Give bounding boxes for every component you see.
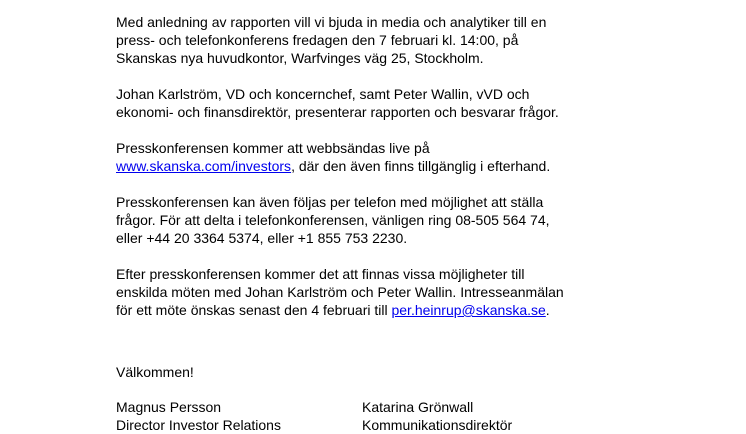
signature-left bbox=[116, 398, 281, 434]
paragraph-line: press- och telefonkonferens fredagen den 7 februari kl. 14:00, på bbox=[116, 32, 519, 48]
email-link[interactable]: per.heinrup@skanska.se bbox=[391, 302, 546, 318]
investors-link[interactable]: www.skanska.com/investors bbox=[116, 158, 292, 174]
paragraph-telephone bbox=[116, 193, 716, 247]
paragraph-line: Med anledning av rapporten vill vi bjuda in media och analytiker till en bbox=[116, 14, 547, 30]
paragraph-line: Presskonferensen kommer att webbsändas live på bbox=[116, 140, 430, 156]
paragraph-text: . bbox=[545, 302, 550, 318]
signature-name: Magnus Persson bbox=[116, 399, 222, 415]
signature-right bbox=[362, 398, 512, 434]
paragraph-presenters bbox=[116, 85, 716, 121]
paragraph-line bbox=[116, 157, 716, 175]
signature-title: Kommunikationsdirektör bbox=[362, 417, 513, 433]
paragraph-text: för ett möte önskas senast den 4 februari till bbox=[116, 302, 392, 318]
paragraph-meetings bbox=[116, 265, 716, 319]
paragraph-line: Johan Karlström, VD och koncernchef, samt Peter Wallin, vVD och bbox=[116, 86, 530, 102]
signature-title: Director Investor Relations bbox=[116, 417, 281, 433]
document-body bbox=[116, 13, 716, 337]
signature-name: Katarina Grönwall bbox=[362, 399, 474, 415]
paragraph-line: eller +44 20 3364 5374, eller +1 855 753 2230. bbox=[116, 230, 408, 246]
paragraph-line: Presskonferensen kan även följas per telefon med möjlighet att ställa bbox=[116, 194, 544, 210]
paragraph-line: ekonomi- och finansdirektör, presenterar rapporten och besvarar frågor. bbox=[116, 104, 559, 120]
paragraph-webcast bbox=[116, 139, 716, 175]
paragraph-line: Skanskas nya huvudkontor, Warfvinges väg 25, Stockholm. bbox=[116, 50, 484, 66]
paragraph-line bbox=[116, 301, 716, 319]
paragraph-line: frågor. För att delta i telefonkonferensen, vänligen ring 08-505 564 74, bbox=[116, 212, 550, 228]
welcome-text: Välkommen! bbox=[116, 364, 194, 380]
paragraph-line: Efter presskonferensen kommer det att finnas vissa möjligheter till bbox=[116, 266, 525, 282]
paragraph-text: , där den även finns tillgänglig i efterhand. bbox=[291, 158, 551, 174]
paragraph-line: enskilda möten med Johan Karlström och Peter Wallin. Intresseanmälan bbox=[116, 284, 564, 300]
paragraph-invitation bbox=[116, 13, 716, 67]
